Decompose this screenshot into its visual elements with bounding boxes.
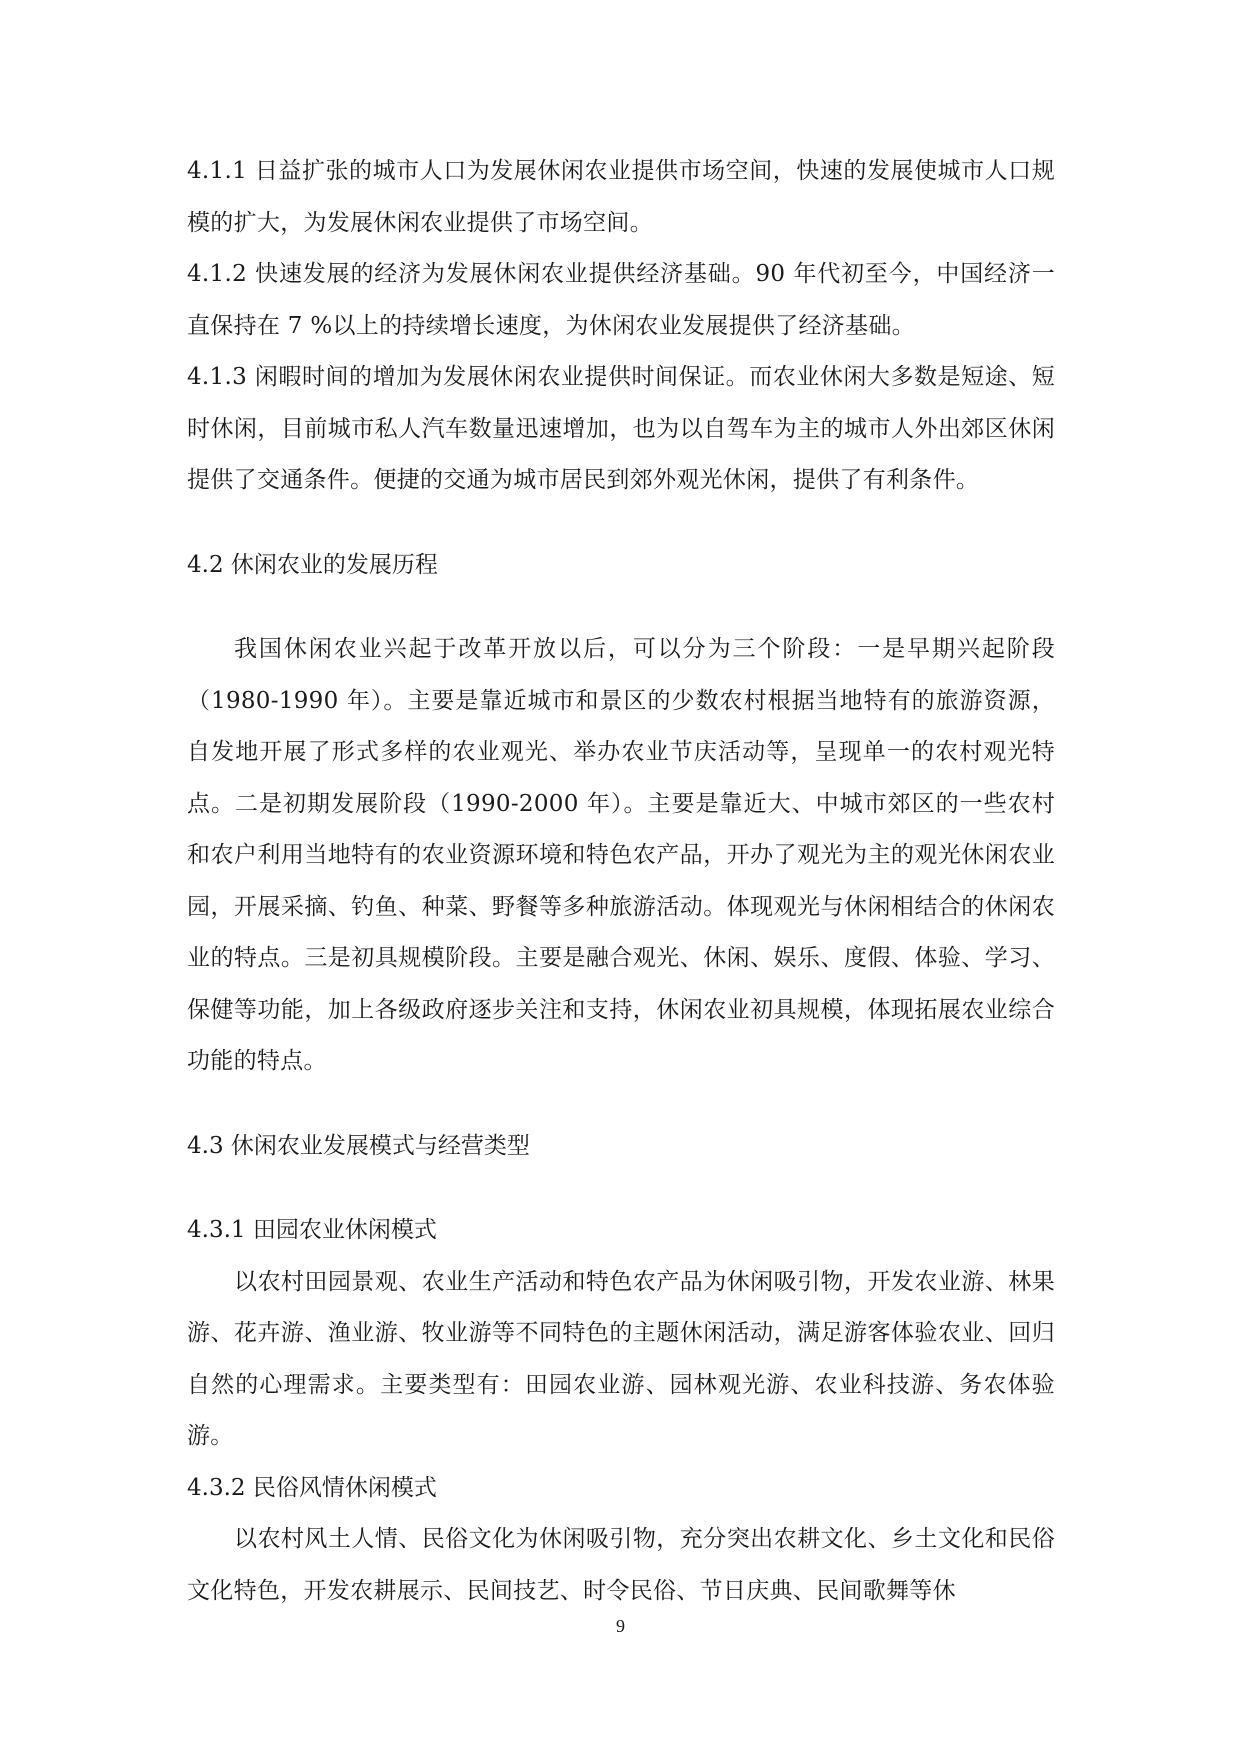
section-heading-4-3: 4.3 休闲农业发展模式与经营类型 bbox=[187, 1132, 530, 1159]
section-heading-4-2: 4.2 休闲农业的发展历程 bbox=[187, 551, 438, 578]
document-page bbox=[187, 146, 1055, 1617]
paragraph-4-2-body: 我国休闲农业兴起于改革开放以后，可以分为三个阶段：一是早期兴起阶段（1980-1990 年）。主要是靠近城市和景区的少数农村根据当地特有的旅游资源，自发地开展了形式多样的农业观光、举办农业节庆活动等，呈现单一的农村观光特点。二是初期发展阶段（1990-2000 年）。主要是靠近大、中城市郊区的一些农村和农户利用当地特有的农业资源环境和特色农产品，开办了观光为主的观光休闲农业园，开展采摘、钓鱼、种菜、野餐等多种旅游活动。体现观光与休闲相结合的休闲农业的特点。三是初具规模阶段。主要是融合观光、休闲、娱乐、度假、体验、学习、保健等功能，加上各级政府逐步关注和支持，休闲农业初具规模，体现拓展农业综合功能的特点。 bbox=[187, 636, 1055, 1074]
paragraph-4-3-2-body: 以农村风土人情、民俗文化为休闲吸引物，充分突出农耕文化、乡土文化和民俗文化特色，开发农耕展示、民间技艺、时令民俗、节日庆典、民间歌舞等休 bbox=[187, 1526, 1055, 1604]
paragraph-4-1-1: 4.1.1 日益扩张的城市人口为发展休闲农业提供市场空间，快速的发展使城市人口规模的扩大，为发展休闲农业提供了市场空间。 bbox=[187, 158, 1055, 236]
paragraph-4-3-1-body: 以农村田园景观、农业生产活动和特色农产品为休闲吸引物，开发农业游、林果游、花卉游、渔业游、牧业游等不同特色的主题休闲活动，满足游客体验农业、回归自然的心理需求。主要类型有：田园农业游、园林观光游、农业科技游、务农体验游。 bbox=[187, 1268, 1055, 1449]
paragraph-4-1-3: 4.1.3 闲暇时间的增加为发展休闲农业提供时间保证。而农业休闲大多数是短途、短时休闲，目前城市私人汽车数量迅速增加，也为以自驾车为主的城市人外出郊区休闲提供了交通条件。便捷的交通为城市居民到郊外观光休闲，提供了有利条件。 bbox=[187, 364, 1055, 493]
page-number: 9 bbox=[616, 1616, 625, 1636]
subsection-heading-4-3-2: 4.3.2 民俗风情休闲模式 bbox=[187, 1474, 437, 1501]
subsection-heading-4-3-1: 4.3.1 田园农业休闲模式 bbox=[187, 1217, 437, 1243]
paragraph-4-1-2: 4.1.2 快速发展的经济为发展休闲农业提供经济基础。90 年代初至今，中国经济一直保持在 7 %以上的持续增长速度，为休闲农业发展提供了经济基础。 bbox=[187, 261, 1055, 339]
